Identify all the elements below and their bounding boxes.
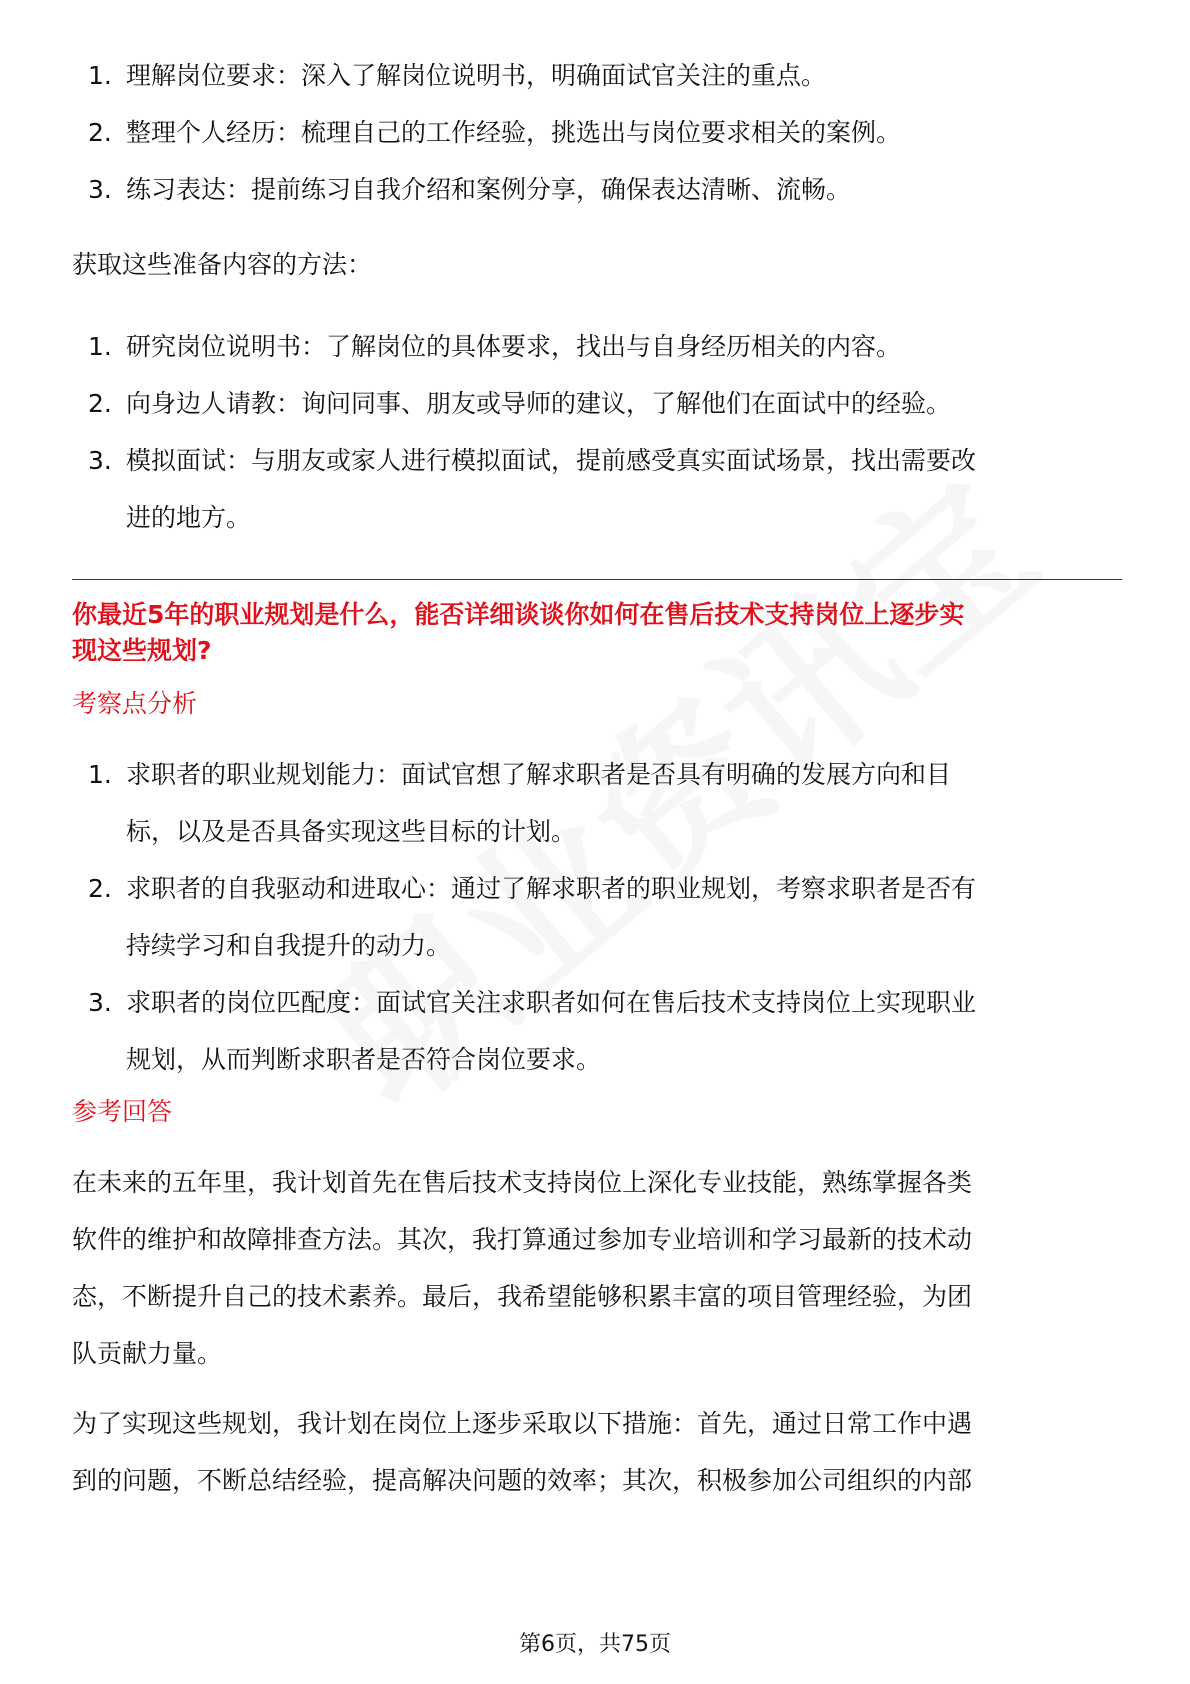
analysis-list [72,746,1122,1088]
answer-line: 在未来的五年里，我计划首先在售后技术支持岗位上深化专业技能，熟练掌握各类 [72,1168,973,1197]
answer-heading: 参考回答 [72,1097,173,1126]
answer-line: 到的问题，不断总结经验，提高解决问题的效率；其次，积极参加公司组织的内部 [72,1466,973,1495]
list-item [72,161,1122,218]
list-number: 1. [88,760,112,789]
methods-intro: 获取这些准备内容的方法： [72,250,373,279]
list-item-text: 求职者的岗位匹配度：面试官关注求职者如何在售后技术支持岗位上实现职业 [126,988,977,1017]
list-item [72,746,1122,860]
answer-line: 队贡献力量。 [72,1339,223,1368]
answer-line: 软件的维护和故障排查方法。其次，我打算通过参加专业培训和学习最新的技术动 [72,1225,973,1254]
page-footer: 第6页，共75页 [519,1632,671,1657]
list-number: 3. [88,175,112,204]
list-number: 1. [88,61,112,90]
list-item-text-continued: 标，以及是否具备实现这些目标的计划。 [126,817,577,846]
list-item-text: 练习表达：提前练习自我介绍和案例分享，确保表达清晰、流畅。 [126,175,852,204]
section-divider [72,579,1122,580]
list-item-text-continued: 规划，从而判断求职者是否符合岗位要求。 [126,1045,602,1074]
list-item-text: 求职者的职业规划能力：面试官想了解求职者是否具有明确的发展方向和目 [126,760,952,789]
analysis-heading: 考察点分析 [72,689,198,718]
list-item-text-continued: 持续学习和自我提升的动力。 [126,931,452,960]
list-number: 2. [88,389,112,418]
list-item [72,104,1122,161]
list-item [72,860,1122,974]
list-item-text-continued: 进的地方。 [126,503,252,532]
answer-paragraph-2 [72,1395,1122,1509]
question-line-2: 现这些规划? [72,636,212,665]
list-item [72,974,1122,1088]
list-item-text: 理解岗位要求：深入了解岗位说明书，明确面试官关注的重点。 [126,61,827,90]
answer-paragraph-1 [72,1154,1122,1382]
list-number: 2. [88,874,112,903]
list-number: 1. [88,332,112,361]
list-number: 3. [88,446,112,475]
list-number: 3. [88,988,112,1017]
methods-list [72,318,1122,546]
question-title [72,597,1122,669]
list-item [72,432,1122,546]
list-item-text: 研究岗位说明书：了解岗位的具体要求，找出与自身经历相关的内容。 [126,332,902,361]
list-item [72,47,1122,104]
preparation-list [72,47,1122,218]
list-item [72,318,1122,375]
list-item-text: 整理个人经历：梳理自己的工作经验，挑选出与岗位要求相关的案例。 [126,118,902,147]
list-number: 2. [88,118,112,147]
list-item-text: 向身边人请教：询问同事、朋友或导师的建议，了解他们在面试中的经验。 [126,389,952,418]
list-item [72,375,1122,432]
answer-line: 为了实现这些规划，我计划在岗位上逐步采取以下措施：首先，通过日常工作中遇 [72,1409,973,1438]
question-line-1: 你最近5年的职业规划是什么，能否详细谈谈你如何在售后技术支持岗位上逐步实 [72,600,965,629]
list-item-text: 求职者的自我驱动和进取心：通过了解求职者的职业规划，考察求职者是否有 [126,874,977,903]
list-item-text: 模拟面试：与朋友或家人进行模拟面试，提前感受真实面试场景，找出需要改 [126,446,977,475]
answer-line: 态，不断提升自己的技术素养。最后，我希望能够积累丰富的项目管理经验，为团 [72,1282,973,1311]
